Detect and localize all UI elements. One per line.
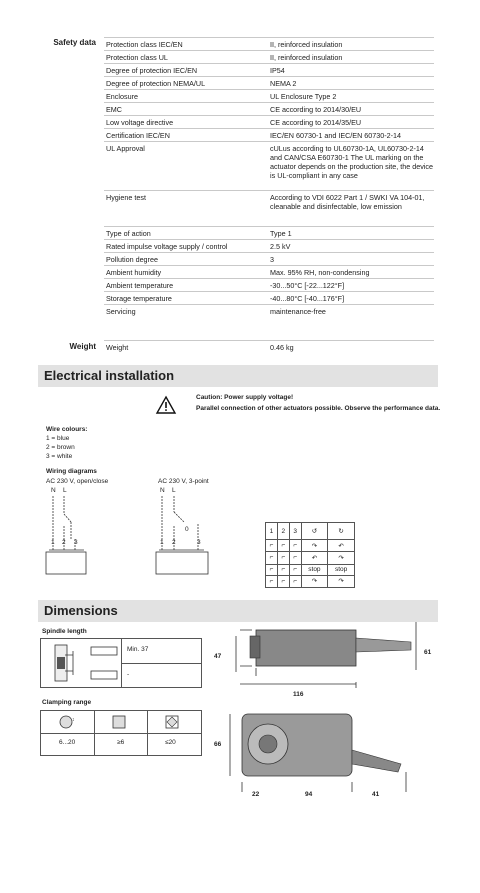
- clamping-range-title: Clamping range: [42, 699, 92, 706]
- safety-row-value: CE according to 2014/35/EU: [270, 118, 362, 127]
- safety-row-key: Storage temperature: [106, 294, 172, 303]
- diagram-1-term-2: 2: [62, 539, 66, 546]
- safety-row-key: Low voltage directive: [106, 118, 174, 127]
- square-shaft-icon: [112, 715, 130, 729]
- caution-line-2: Parallel connection of other actuators possible. Observe the performance data.: [196, 405, 441, 412]
- weight-value: 0.46 kg: [270, 343, 294, 352]
- spindle-drawing: [45, 643, 121, 685]
- safety-row: [104, 304, 434, 318]
- caution-line-1: Caution: Power supply voltage!: [196, 394, 294, 401]
- electrical-installation-heading: Electrical installation: [38, 365, 438, 387]
- safety-row: [104, 50, 434, 64]
- actuator-top-view-drawing: [226, 712, 436, 794]
- safety-row-value: 2.5 kV: [270, 242, 291, 251]
- clamping-round-value: 6...20: [59, 739, 76, 746]
- diagram-1-term-3: 3: [74, 539, 78, 546]
- diagram-1-term-l: L: [63, 487, 67, 494]
- switch-symbol-icon: ⌐: [266, 564, 278, 575]
- safety-row: [104, 63, 434, 77]
- safety-row-value: IEC/EN 60730-1 and IEC/EN 60730-2-14: [270, 131, 402, 140]
- safety-row: [104, 291, 434, 305]
- safety-row-key: Certification IEC/EN: [106, 131, 170, 140]
- safety-row-value: UL Enclosure Type 2: [270, 92, 337, 101]
- safety-row: [104, 102, 434, 116]
- safety-row-value: Type 1: [270, 229, 292, 238]
- safety-row: [104, 76, 434, 90]
- actuator-side-view-drawing: [226, 622, 436, 704]
- safety-row-value: 3: [270, 255, 274, 264]
- safety-row-key: Ambient temperature: [106, 281, 174, 290]
- rotation-ccw-icon: ↺: [301, 523, 328, 540]
- diagram-2-caption: AC 230 V, 3-point: [158, 478, 209, 485]
- clamping-range-table: [40, 710, 202, 756]
- dimensions-heading: Dimensions: [38, 600, 438, 622]
- safety-row-value: -40...80°C [-40...176°F]: [270, 294, 345, 303]
- safety-row-key: EMC: [106, 105, 122, 114]
- safety-row-key: Pollution degree: [106, 255, 158, 264]
- safety-row-value: According to VDI 6022 Part 1 / SWKI VA 104-01, cleanable and disinfectable, low emission: [270, 193, 425, 211]
- switch-symbol-icon: ⌐: [266, 575, 278, 587]
- dim-47: 47: [214, 653, 222, 660]
- safety-row-key: Type of action: [106, 229, 151, 238]
- safety-row-value: IP54: [270, 66, 285, 75]
- safety-row-key: Degree of protection NEMA/UL: [106, 79, 206, 88]
- switch-symbol-icon: ⌐: [289, 552, 301, 564]
- switch-symbol-icon: ⌐: [277, 564, 289, 575]
- switch-symbol-icon: ⌐: [266, 540, 278, 552]
- safety-row-key: Degree of protection IEC/EN: [106, 66, 198, 75]
- safety-row-value: Max. 95% RH, non-condensing: [270, 268, 370, 277]
- arrow-icon: ↷: [301, 575, 328, 587]
- switch-symbol-icon: ⌐: [277, 575, 289, 587]
- safety-row-value: NEMA 2: [270, 79, 297, 88]
- svg-text:↕: ↕: [72, 717, 75, 723]
- spindle-min-value: Min. 37: [127, 646, 149, 653]
- diagram-2-term-n: N: [160, 487, 165, 494]
- dim-66: 66: [214, 741, 222, 748]
- safety-row-value: maintenance-free: [270, 307, 326, 316]
- safety-row-value: cULus according to UL60730-1A, UL60730-2-14 and CAN/CSA E60730-1 The UL marking on the actuator depends on the production site, the device is UL-compliant in any case: [270, 144, 434, 180]
- safety-row-key: Rated impulse voltage supply / control: [106, 242, 228, 251]
- safety-row-key: Enclosure: [106, 92, 138, 101]
- switch-position-table: [265, 522, 355, 588]
- wiring-diagrams-title: Wiring diagrams: [46, 468, 97, 475]
- safety-row-key: Protection class IEC/EN: [106, 40, 183, 49]
- switch-stop-2: stop: [328, 564, 355, 575]
- weight-label: Weight: [69, 342, 96, 351]
- switch-col-1: 1: [266, 523, 278, 540]
- arrow-icon: ↶: [301, 552, 328, 564]
- weight-key: Weight: [106, 343, 129, 352]
- arrow-icon: ↷: [301, 540, 328, 552]
- switch-symbol-icon: ⌐: [289, 540, 301, 552]
- wire-colours-title: Wire colours:: [46, 426, 88, 433]
- dim-41: 41: [372, 791, 380, 798]
- diagram-1-caption: AC 230 V, open/close: [46, 478, 109, 485]
- diagram-2-term-3: 3: [197, 539, 201, 546]
- dim-116: 116: [293, 691, 304, 698]
- switch-symbol-icon: ⌐: [289, 575, 301, 587]
- wire-colour-1: 1 = blue: [46, 435, 70, 442]
- switch-symbol-icon: ⌐: [289, 564, 301, 575]
- dim-61: 61: [424, 649, 432, 656]
- dim-22: 22: [252, 791, 260, 798]
- safety-row: [104, 128, 434, 142]
- diagram-2-term-1: 1: [160, 539, 164, 546]
- safety-row: [104, 37, 434, 51]
- safety-row-key: Servicing: [106, 307, 136, 316]
- safety-row-key: Hygiene test: [106, 193, 146, 202]
- diagonal-shaft-icon: [165, 715, 183, 729]
- clamping-square-value: ≥6: [117, 739, 125, 746]
- weight-row: [104, 340, 434, 354]
- safety-row: [104, 190, 434, 227]
- spindle-length-table: [40, 638, 202, 688]
- spindle-dash-value: -: [127, 671, 130, 678]
- rotation-cw-icon: ↻: [328, 523, 355, 540]
- safety-row: [104, 252, 434, 266]
- switch-symbol-icon: ⌐: [266, 552, 278, 564]
- diagram-1-term-n: N: [51, 487, 56, 494]
- switch-stop-1: stop: [301, 564, 328, 575]
- safety-row-value: II, reinforced insulation: [270, 40, 343, 49]
- safety-row: [104, 239, 434, 253]
- arrow-icon: ↶: [328, 540, 355, 552]
- diagram-2-term-2: 2: [172, 539, 176, 546]
- safety-row-value: CE according to 2014/30/EU: [270, 105, 362, 114]
- safety-row: [104, 226, 434, 240]
- dim-94: 94: [305, 791, 313, 798]
- safety-row-key: UL Approval: [106, 144, 145, 153]
- safety-row: [104, 115, 434, 129]
- safety-row: [104, 265, 434, 279]
- round-shaft-icon: [59, 715, 77, 729]
- safety-row: [104, 89, 434, 103]
- warning-icon: [156, 396, 176, 414]
- diagram-1-term-1: 1: [51, 539, 55, 546]
- wire-colour-3: 3 = white: [46, 453, 73, 460]
- arrow-icon: ↷: [328, 552, 355, 564]
- safety-row-key: Ambient humidity: [106, 268, 162, 277]
- switch-symbol-icon: ⌐: [277, 540, 289, 552]
- switch-col-2: 2: [277, 523, 289, 540]
- safety-row: [104, 278, 434, 292]
- safety-row: [104, 141, 434, 191]
- safety-row-key: Protection class UL: [106, 53, 168, 62]
- wire-colour-2: 2 = brown: [46, 444, 75, 451]
- clamping-diagonal-value: ≤20: [165, 739, 176, 746]
- safety-data-label: Safety data: [53, 38, 96, 47]
- safety-row-value: II, reinforced insulation: [270, 53, 343, 62]
- diagram-2-term-l: L: [172, 487, 176, 494]
- safety-row-value: -30...50°C [-22...122°F]: [270, 281, 345, 290]
- switch-col-3: 3: [289, 523, 301, 540]
- switch-symbol-icon: ⌐: [277, 552, 289, 564]
- diagram-2-term-zero: 0: [185, 526, 189, 533]
- arrow-icon: ↷: [328, 575, 355, 587]
- spindle-length-title: Spindle length: [42, 628, 87, 635]
